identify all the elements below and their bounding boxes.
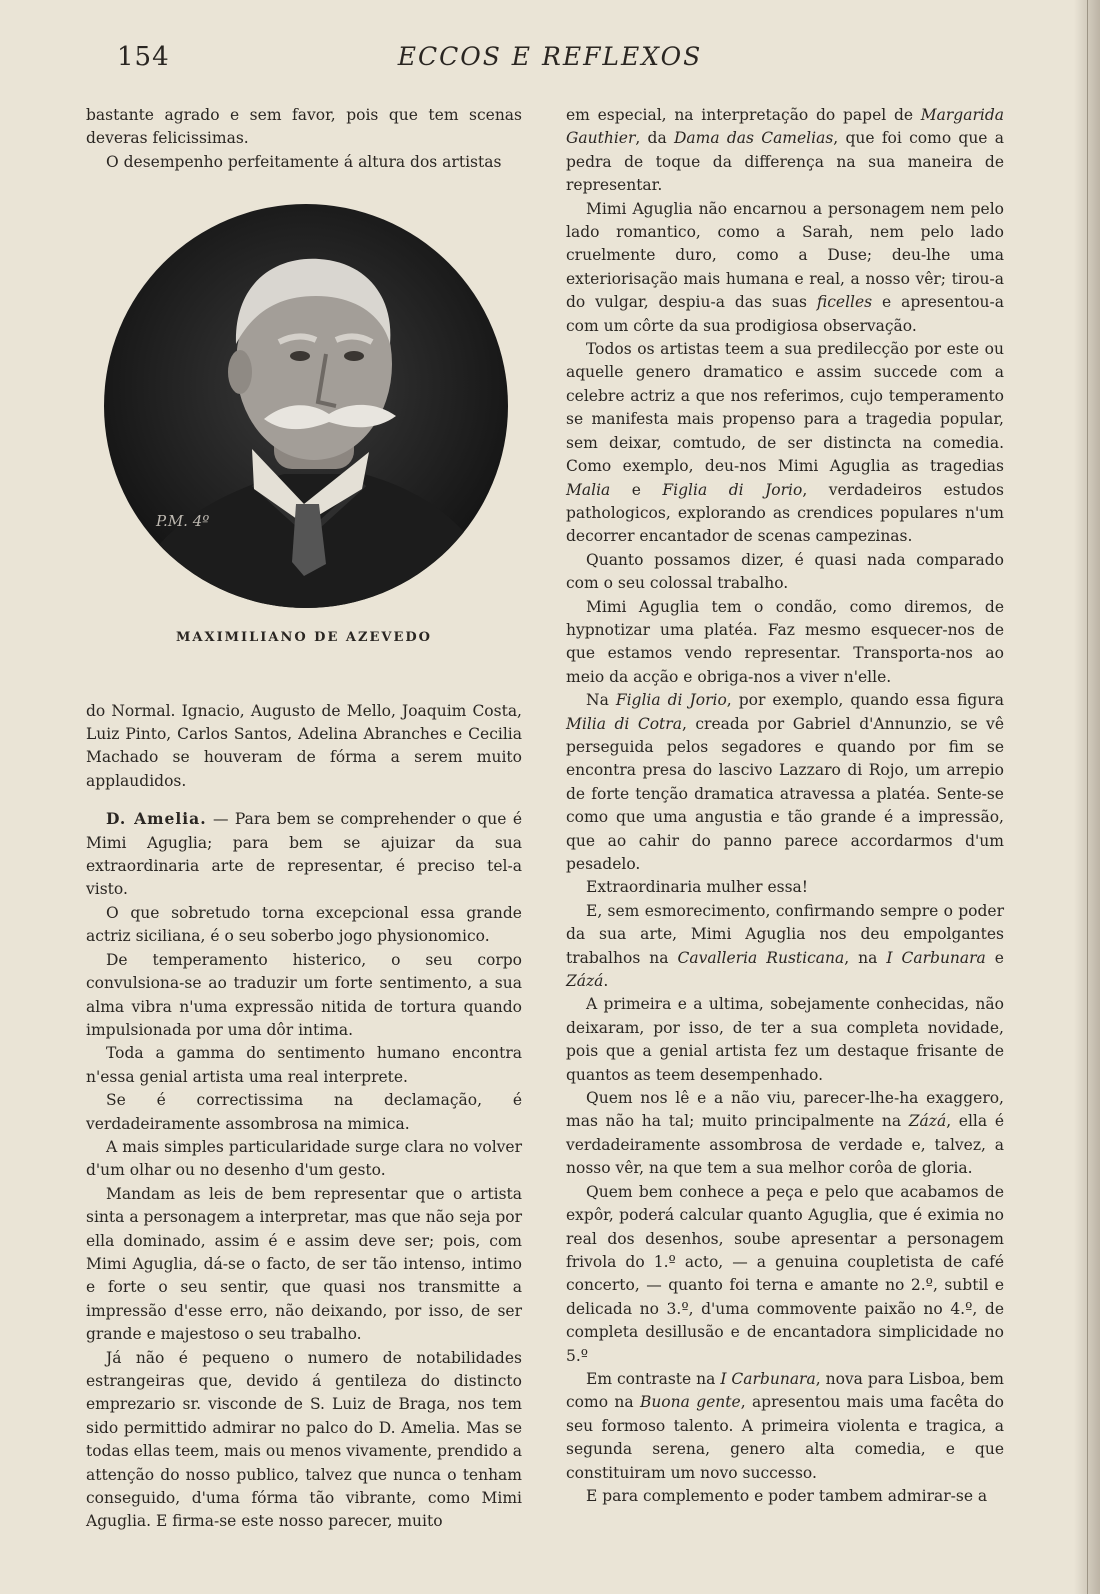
text-run: e apresentou-a com um côrte da sua prodigiosa observação. [566,293,1004,335]
section-lead-text: — Para bem se comprehender o que é Mimi Aguglia; para bem se ajuizar da sua extraordinaria arte de representar, é preciso tel-a visto. [86,810,522,899]
italic-title: I Carbunara [886,948,986,967]
text-run: , nova para Lisboa, bem como na [566,1369,1005,1412]
italic-title: Malia [566,480,611,499]
paragraph: Já não é pequeno o numero de notabilidades estrangeiras que, devido á gentileza do distincto emprezario sr. visconde de S. Luiz de Braga, nos tem sido permittido admirar no palco do D. Amelia. Mas se todas ellas teem, mais ou menos vivamente, prendido a attenção do nosso publico, talvez que nunca o tenham conseguido, d'uma fórma tão vibrante, como Mimi Aguglia. E firma-se este nosso parecer, muito [86,1348,522,1531]
text-run: , por exemplo, quando essa figura [726,691,1004,710]
paragraph: Mimi Aguglia tem o condão, como diremos, de hypnotizar uma platéa. Faz mesmo esquecer-nos de que estamos vendo representar. Transporta-nos ao meio da acção e obriga-nos a viver n'elle. [566,597,1004,686]
paragraph: E para complemento e poder tambem admirar-se a [586,1486,988,1505]
paragraph: Extraordinaria mulher essa! [586,878,808,897]
paragraph [566,104,1004,198]
italic-title: Zázá [908,1112,947,1131]
text-run: Quem nos lê e a não viu, parecer-lhe-ha exaggero, mas não ha tal; muito principalmente na [566,1089,1004,1131]
paragraph: A primeira e a ultima, sobejamente conhecidas, não deixaram, por isso, de ter a sua completa novidade, pois que a genial artista fez um destaque frisante de quantos as teem desempenhado. [566,995,1004,1084]
paragraph: Se é correctissima na declamação, é verdadeiramente assombrosa na mimica. [86,1091,522,1133]
italic-title: Cavalleria Rusticana [677,948,845,967]
italic-title: Milia di Cotra [566,714,682,733]
italic-title: Margarida Gauthier [566,106,1004,148]
paragraph: De temperamento histerico, o seu corpo convulsiona-se ao traduzir um forte sentimento, a sua alma vibra n'uma expressão nitida de tortura quando impulsionada por uma dôr intima. [86,950,522,1039]
text-run: Em contraste na [586,1369,721,1388]
running-title: ECCOS E REFLEXOS [397,42,703,71]
paragraph: O que sobretudo torna excepcional essa grande actriz siciliana, é o seu soberbo jogo physionomico. [86,903,522,946]
paragraph: bastante agrado e sem favor, pois que tem scenas deveras felicissimas. [86,106,522,148]
text-run: , verdadeiros estudos pathologicos, explorando as crendices populares n'um decorrer encantador de scenas campezinas. [566,480,1004,546]
paragraph [566,338,1004,549]
right-column [566,104,1004,1508]
text-run: e [610,480,663,499]
paragraph: Toda a gamma do sentimento humano encontra n'essa genial artista uma real interprete. [86,1044,522,1086]
portrait-illustration [104,204,508,608]
text-run: E, sem esmorecimento, confirmando sempre o poder da sua arte, Mimi Aguglia nos deu empolgantes trabalhos na [566,901,1004,967]
italic-title: Buona gente [639,1393,741,1412]
portrait-photo [104,204,508,608]
paragraph [566,198,1004,338]
ear-shape [228,350,252,394]
paragraph: A mais simples particularidade surge clara no volver d'um olhar ou no desenho d'um gesto. [86,1137,522,1180]
italic-title: I Carbunara [720,1369,816,1388]
italic-word: ficelles [816,293,873,312]
text-run: Mimi Aguglia não encarnou a personagem nem pelo lado romantico, como a Sarah, nem pelo lado cruelmente duro, como a Duse; deu-lhe uma exteriorisação mais humana e real, a nosso vêr; tirou-a do vulgar, despiu-a das suas [566,199,1004,312]
paragraph: O desempenho perfeitamente á altura dos artistas [106,152,502,171]
text-run: , creada por Gabriel d'Annunzio, se vê perseguida pelos segadores e quando por fim se encontra presa do lascivo Lazzaro di Rojo, um arrepio de forte tenção dramatica atravessa a platéa. Sente-se como que uma angustia e tão grande é a impressão, que ao cahir do panno parece accordarmos d'um pesadelo. [566,714,1004,873]
portrait-caption: MAXIMILIANO DE AZEVEDO [176,630,432,646]
text-run: e [985,948,1004,967]
section-heading: D. Amelia. [106,809,207,829]
text-run: , apresentou mais uma facêta do seu formoso talento. A primeira violenta e tragica, a segunda serena, genero alta comedia, e que constituiram um novo successo. [566,1393,1004,1482]
page-edge-line [1087,0,1088,1594]
left-column [86,104,522,1534]
eye-shape [290,351,310,361]
paragraph [566,1087,1004,1181]
italic-title: Figlia di Jorio [615,691,727,710]
portrait-monogram: P.M. 4º [156,512,210,531]
paragraph: Quanto possamos dizer, é quasi nada comparado com o seu colossal trabalho. [566,550,1004,593]
text-run: , da [635,129,674,148]
paragraph [566,1368,1004,1485]
text-run: , ella é verdadeiramente assombrosa de verdade e, talvez, a nosso vêr, na que tem a sua melhor corôa de gloria. [566,1112,1004,1178]
page-number: 154 [117,42,170,72]
paragraph: Quem bem conhece a peça e pelo que acabamos de expôr, poderá calcular quanto Aguglia, que é eximia no real dos desenhos, soube apresentar a personagem frivola do 1.º acto, — a genuina coupletista de café concerto, — quanto foi terna e amante no 2.º, subtil e delicada no 3.º, d'uma commovente paixão no 4.º, de completa desillusão e de encantadora simplicidade no 5.º [566,1182,1004,1365]
paragraph: Mandam as leis de bem representar que o artista sinta a personagem a interpretar, mas que não seja por ella dominado, assim é e assim deve ser; pois, com Mimi Aguglia, dá-se o facto, de ser tão intenso, intimo e forte o seu sentir, que quasi nos transmitte a impressão d'esse erro, não deixando, por isso, de ser grande e majestoso o seu trabalho. [86,1184,522,1344]
section-paragraph [86,807,522,902]
text-run: Na [586,691,616,710]
paragraph [566,900,1004,994]
text-run: , que foi como que a pedra de toque da differença na sua maneira de representar. [566,129,1004,195]
italic-title: Zázá [566,972,604,991]
text-run: , na [844,948,887,967]
italic-title: Dama das Camelias [673,129,834,148]
italic-title: Figlia di Jorio [662,480,803,499]
eye-shape [344,351,364,361]
text-run: . [603,972,609,991]
paragraph [566,689,1004,876]
text-run: em especial, na interpretação do papel de [566,106,921,124]
text-run: Todos os artistas teem a sua predilecção por este ou aquelle genero dramatico e assim succede com a celebre actriz a que nos referimos, cujo temperamento se manifesta mais propenso para a tragedia popular, sem deixar, comtudo, de ser distincta na comedia. Como exemplo, deu-nos Mimi Aguglia as tragedias [566,340,1004,476]
paragraph: do Normal. Ignacio, Augusto de Mello, Joaquim Costa, Luiz Pinto, Carlos Santos, Adelina Abranches e Cecilia Machado se houveram de fórma a serem muito applaudidos. [86,701,522,790]
